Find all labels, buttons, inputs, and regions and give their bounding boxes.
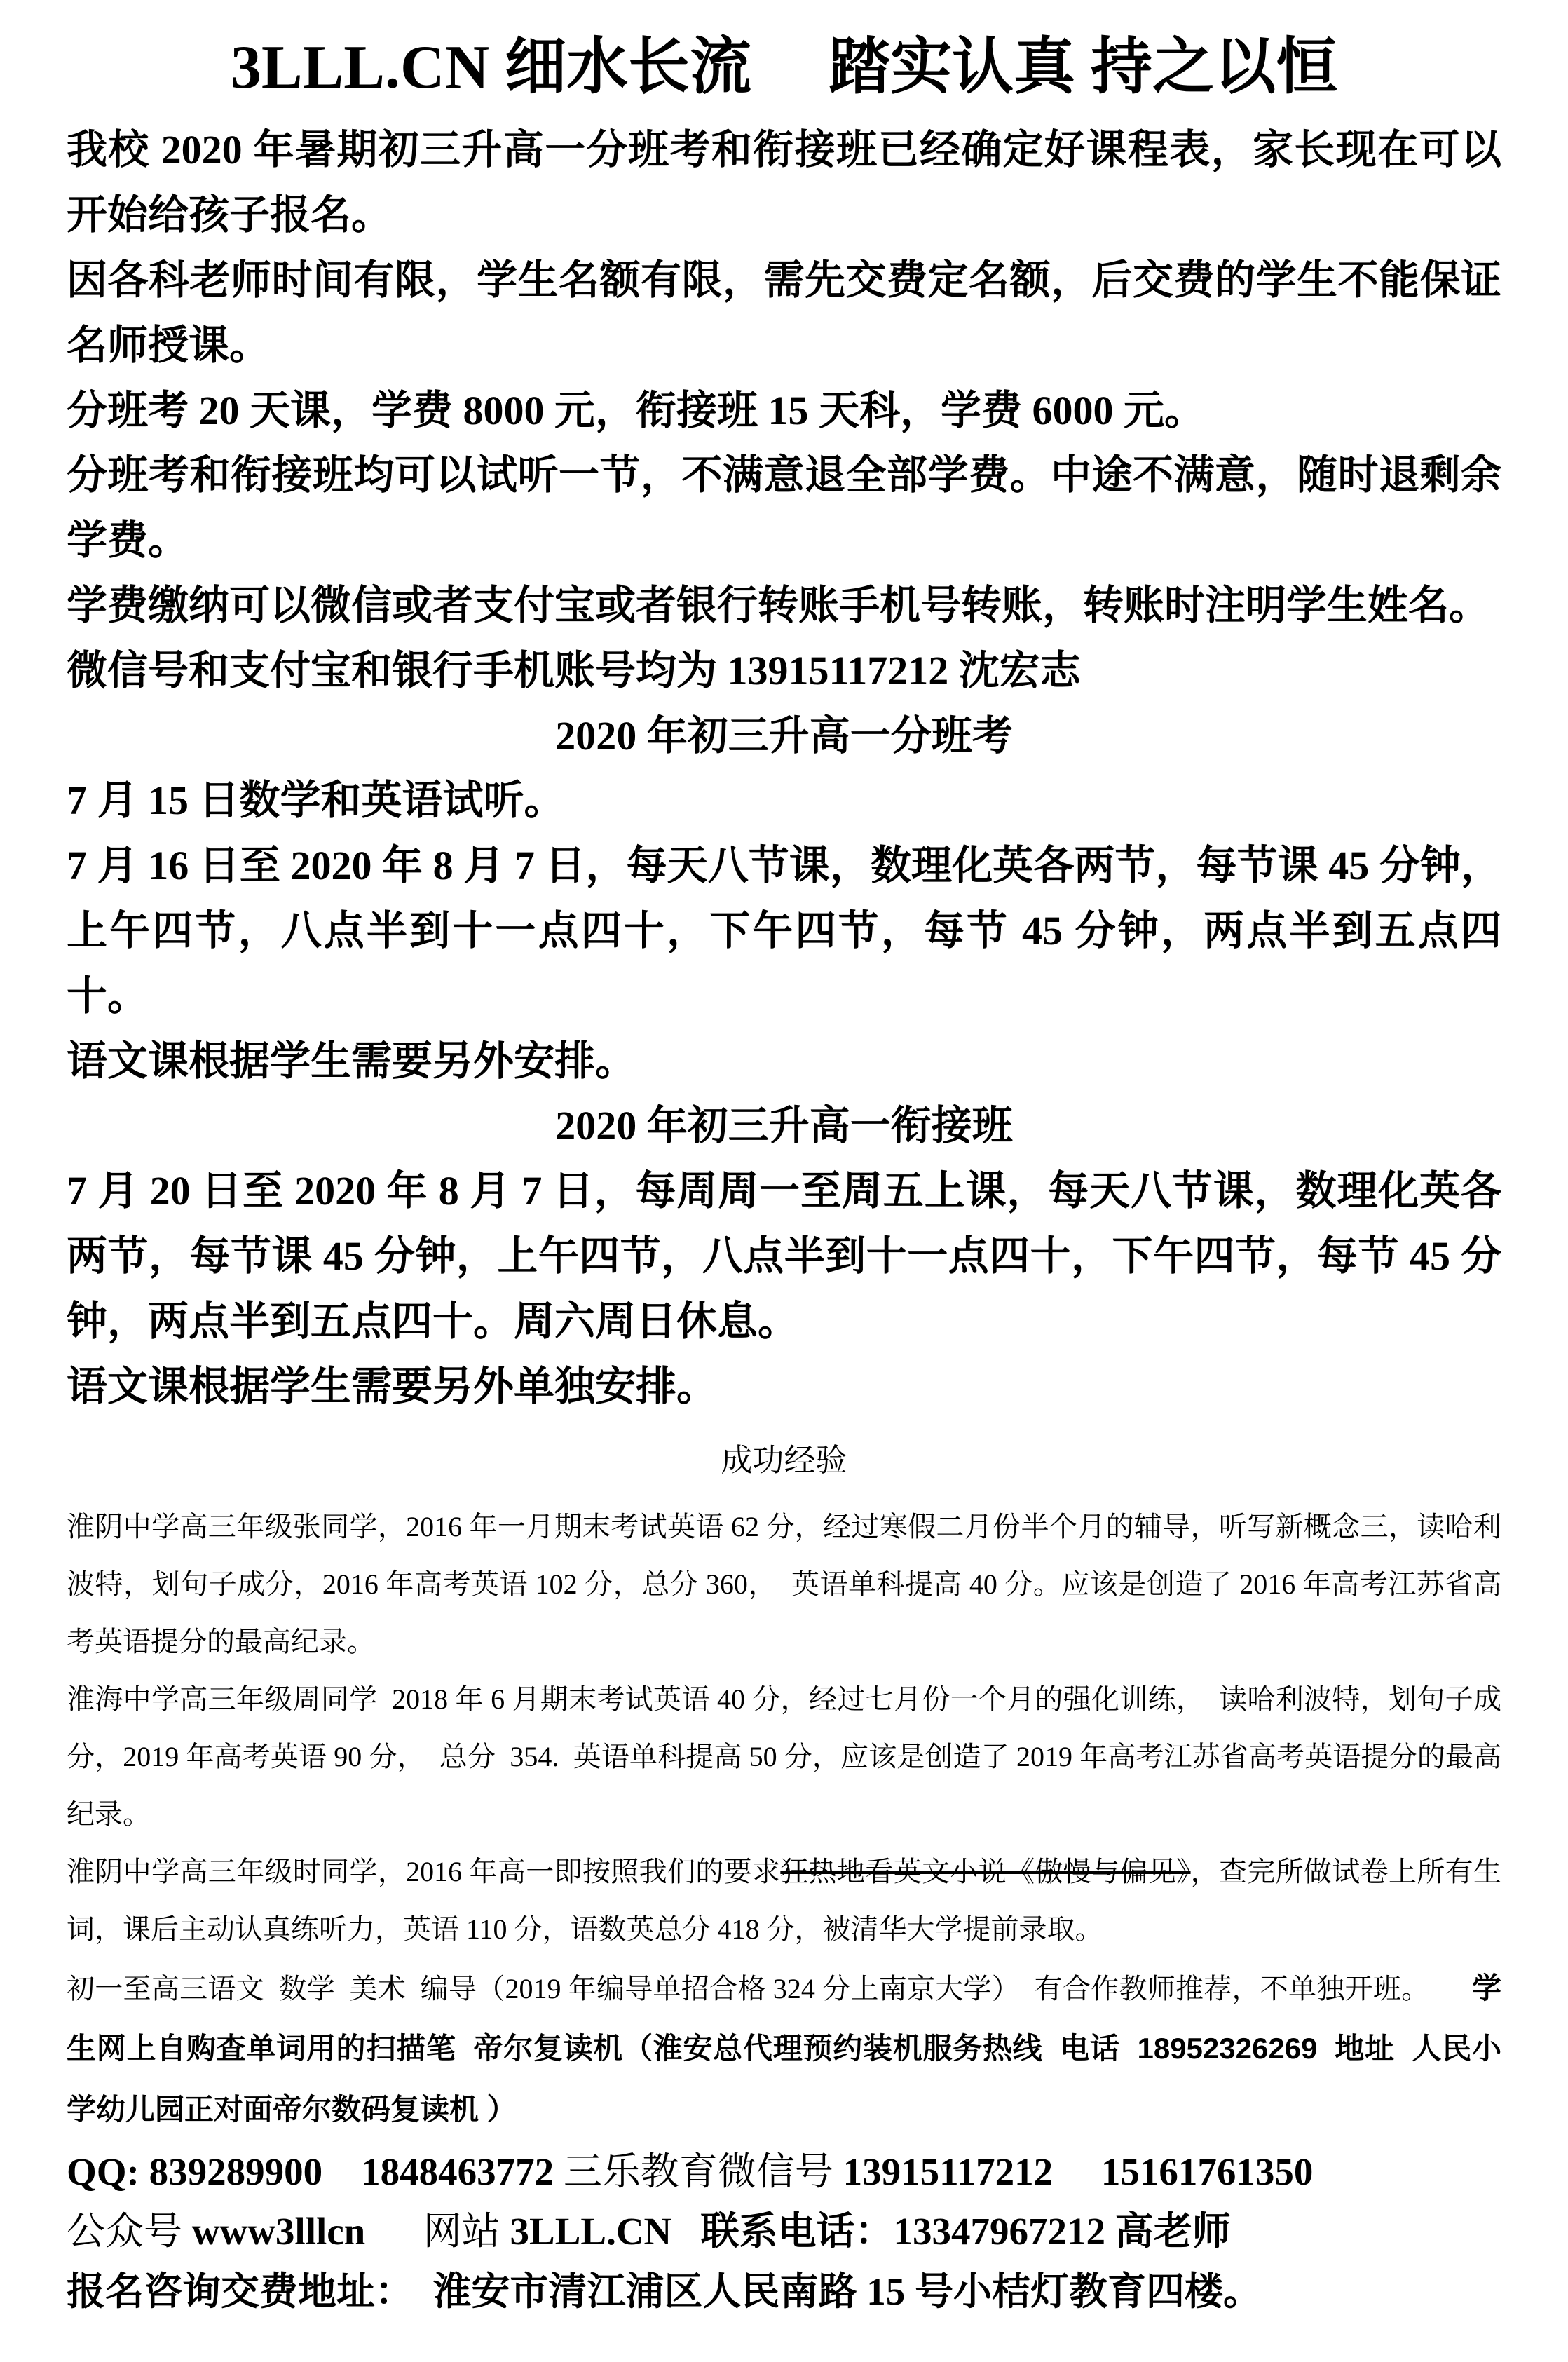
wechat-label: 三乐教育微信号 [563,2150,843,2193]
placement-exam-paragraph-1: 7 月 15 日数学和英语试听。 [67,778,565,824]
section-heading-placement-exam: 2020 年初三升高一分班考 [555,712,1013,759]
success-paragraph-3 [67,1843,1501,1958]
wechat-numbers: 13915117212 15161761350 [843,2150,1314,2193]
text-run: 淮阴中学高三年级时同学，2016 年高一即按照我们的要求 [67,1856,781,1888]
website-value: 3LLL.CN [510,2210,672,2253]
document-title: 3LLL.CN 细水长流 踏实认真 持之以恒 [230,34,1338,102]
address-label: 报名咨询交费地址： [67,2270,433,2314]
phone-contact: 联系电话：13347967212 高老师 [671,2210,1231,2253]
placement-exam-paragraph-2: 7 月 16 日至 2020 年 8 月 7 日，每天八节课，数理化英各两节，每节课 45 分钟，上午四节，八点半到十一点四十，下午四节，每节 45 分钟，两点半到五点四十。 [67,843,1501,1019]
official-account-label: 公众号 [67,2210,192,2253]
website-label: 网站 [365,2210,510,2253]
success-paragraph-2: 淮海中学高三年级周同学 2018 年 6 月期末考试英语 40 分，经过七月份一个月的强化训练， 读哈利波特，划句子成分，2019 年高考英语 90 分， 总分 354. 英语单科提高 50 分，应该是创造了 2019 年高考江苏省高考英语提分的最高纪录。 [67,1683,1501,1831]
text-run: 初一至高三语文 数学 美术 编导（2019 年编导单招合格 324 分上南京大学） 有合作教师推荐，不单独开班。 [67,1973,1472,2005]
intro-paragraph-4: 分班考和衔接班均可以试听一节，不满意退全部学费。中途不满意，随时退剩余学费。 [67,452,1501,564]
bridge-class-paragraph-2: 语文课根据学生需要另外单独安排。 [67,1363,718,1409]
contact-line-web [67,2204,1501,2260]
official-account-value: www3lllcn [191,2210,366,2253]
bridge-class-paragraph-1: 7 月 20 日至 2020 年 8 月 7 日，每周周一至周五上课，每天八节课，数理化英各两节，每节课 45 分钟，上午四节，八点半到十一点四十，下午四节，每节 45 分钟，两点半到五点四十。周六周日休息。 [67,1168,1501,1344]
intro-paragraph-6: 微信号和支付宝和银行手机账号均为 13915117212 沈宏志 [67,647,1081,693]
placement-exam-paragraph-3: 语文课根据学生需要另外安排。 [67,1038,636,1084]
section-heading-success-stories: 成功经验 [721,1443,847,1479]
success-paragraph-4 [67,1958,1501,2139]
contact-line-qq-wechat [67,2144,1501,2200]
scanner-pen-notice-text: 学生网上自购查单词用的扫描笔 帝尔复读机（淮安总代理预约装机服务热线 电话 18952326269 地址 人民小学幼儿园正对面帝尔数码复读机 ） [67,1971,1501,2126]
intro-paragraph-3: 分班考 20 天课，学费 8000 元，衔接班 15 天科，学费 6000 元。 [67,387,1206,433]
struck-text: 狂热地看英文小说《傲慢与偏见》 [780,1856,1191,1888]
address-value: 淮安市清江浦区人民南路 15 号小桔灯教育四楼。 [432,2270,1262,2314]
qq-numbers: QQ: 839289900 1848463772 [67,2150,564,2193]
intro-paragraph-5: 学费缴纳可以微信或者支付宝或者银行转账手机号转账，转账时注明学生姓名。 [67,582,1490,628]
text-run: ，查完所做试卷上所有生词，课后主动认真练听力，英语 110 分，语数英总分 418 分，被清华大学提前录取。 [67,1856,1502,1946]
contact-line-address [67,2264,1501,2320]
intro-paragraph-1: 我校 2020 年暑期初三升高一分班考和衔接班已经确定好课程表，家长现在可以开始给孩子报名。 [67,127,1501,238]
intro-paragraph-2: 因各科老师时间有限，学生名额有限，需先交费定名额，后交费的学生不能保证名师授课。 [67,257,1501,368]
success-paragraph-1: 淮阴中学高三年级张同学，2016 年一月期末考试英语 62 分，经过寒假二月份半个月的辅导，听写新概念三，读哈利波特，划句子成分，2016 年高考英语 102 分，总分 360， 英语单科提高 40 分。应该是创造了 2016 年高考江苏省高考英语提分的最高纪录。 [67,1511,1501,1658]
section-heading-bridge-class: 2020 年初三升高一衔接班 [555,1103,1013,1149]
